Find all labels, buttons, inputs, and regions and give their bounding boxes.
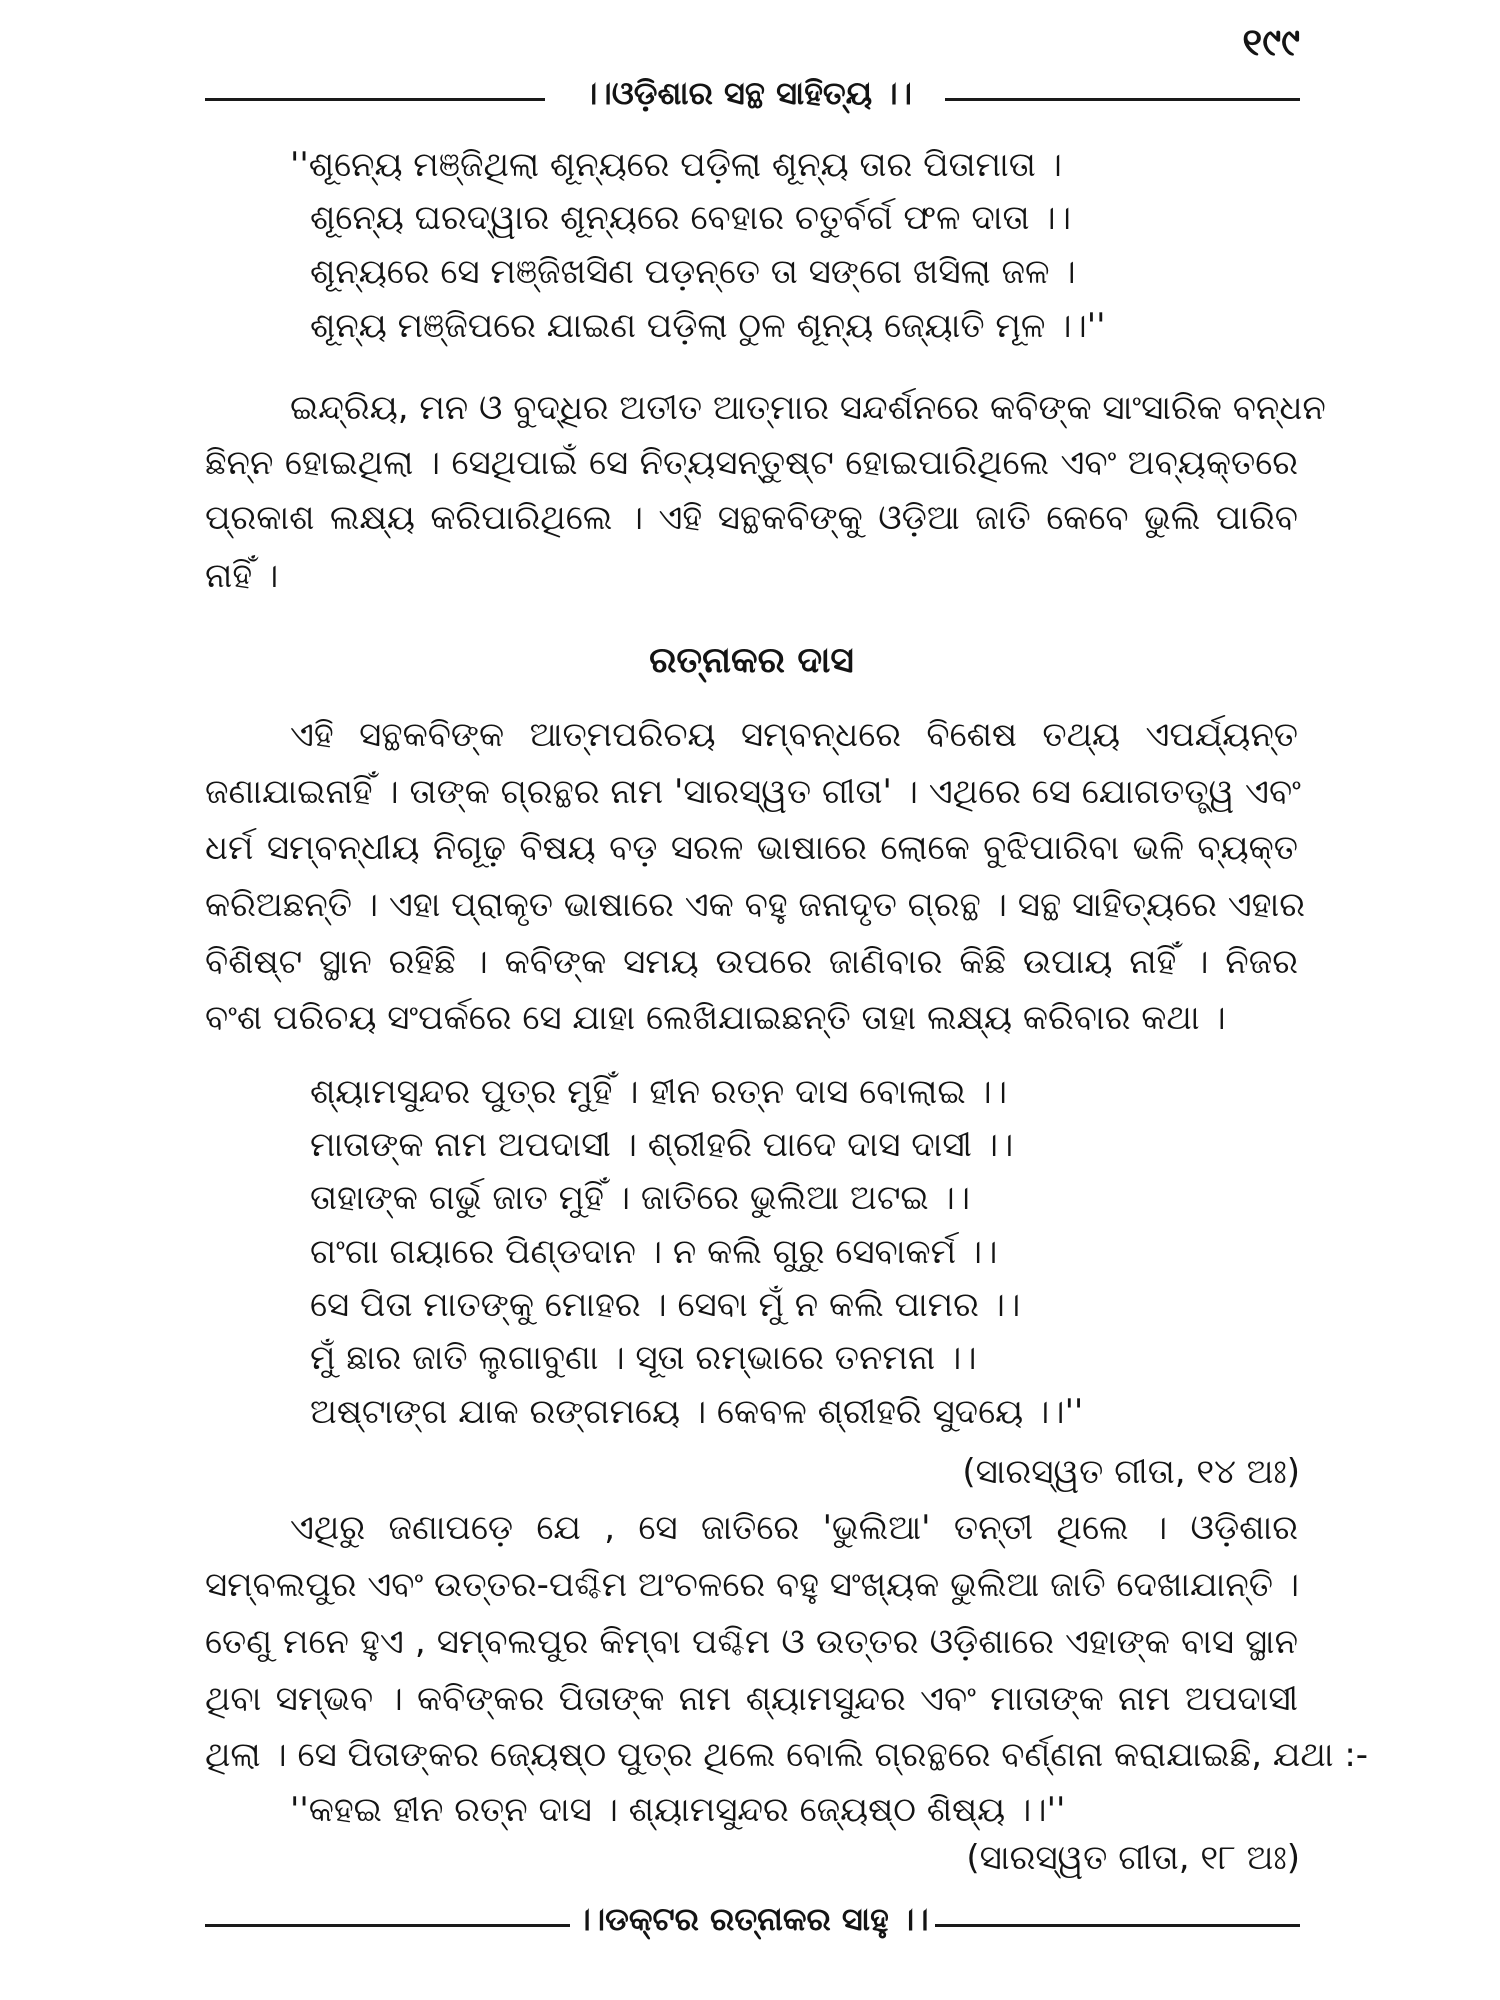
paragraph-line: ତେଣୁ ମନେ ହୁଏ , ସମ୍ବଲପୁର କିମ୍ବା ପଶ୍ଚିମ ଓ ଉତ୍ତର ଓଡ଼ିଶାରେ ଏହାଙ୍କ ବାସ ସ୍ଥାନ [205,1622,1298,1662]
verse-line: ଶ୍ୟାମସୁନ୍ଦର ପୁତ୍ର ମୁହିଁ । ହୀନ ରତ୍ନ ଦାସ ବୋଲାଇ ।। [310,1072,1008,1112]
verse-line: ଅଷ୍ଟାଙ୍ଗ ଯାକ ରଙ୍ଗମୟେ । କେବଳ ଶ୍ରୀହରି ସୁଦୟେ ।।'' [310,1392,1084,1432]
quote-line: ''କହଇ ହୀନ ରତ୍ନ ଦାସ । ଶ୍ୟାମସୁନ୍ଦର ଜ୍ୟେଷ୍ଠ ଶିଷ୍ୟ ।।'' [290,1790,1066,1830]
verse-line: ମାତାଙ୍କ ନାମ ଅପଦାସୀ । ଶ୍ରୀହରି ପାଦେ ଦାସ ଦାସୀ ।। [310,1125,1014,1165]
verse-line: ମୁଁ ଛାର ଜାତି ଲୁଗାବୁଣା । ସୂତା ରମ୍ଭାରେ ତନମନା ।। [310,1338,977,1378]
verse-line: ତାହାଙ୍କ ଗର୍ଭୁ ଜାତ ମୁହିଁ । ଜାତିରେ ଭୁଲିଆ ଅଟଇ ।। [310,1178,971,1218]
paragraph-line: ସମ୍ବଲପୁର ଏବଂ ଉତ୍ତର-ପଶ୍ଚିମ ଅଂଚଳରେ ବହୁ ସଂଖ୍ୟକ ଭୁଲିଆ ଜାତି ଦେଖାଯାନ୍ତି । [205,1565,1300,1605]
footer-rule-right [935,1924,1300,1927]
verse-line: ସେ ପିତା ମାତଙ୍କୁ ମୋହର । ସେବା ମୁଁ ନ କଲି ପାମର ।। [310,1285,1021,1325]
verse-line: ''ଶୂନ୍ୟେ ମଞ୍ଜିଥିଲା ଶୂନ୍ୟରେ ପଡ଼ିଲା ଶୂନ୍ୟ ତାର ପିତାମାତା । [290,145,1062,185]
paragraph-line: କରିଅଛନ୍ତି । ଏହା ପ୍ରାକୃତ ଭାଷାରେ ଏକ ବହୁ ଜନାଦୃତ ଗ୍ରନ୍ଥ । ସନ୍ଥ ସାହିତ୍ୟରେ ଏହାର [205,885,1305,925]
paragraph-line: ଧର୍ମ ସମ୍ବନ୍ଧୀୟ ନିଗୂଢ଼ ବିଷୟ ବଡ଼ ସରଳ ଭାଷାରେ ଲୋକେ ବୁଝିପାରିବା ଭଳି ବ୍ୟକ୍ତ [205,828,1298,868]
paragraph-line: ବିଶିଷ୍ଟ ସ୍ଥାନ ରହିଛି । କବିଙ୍କ ସମୟ ଉପରେ ଜାଣିବାର କିଛି ଉପାୟ ନାହିଁ । ନିଜର [205,942,1298,982]
paragraph-line: ଜଣାଯାଇନାହିଁ । ତାଙ୍କ ଗ୍ରନ୍ଥର ନାମ 'ସାରସ୍ୱତ ଗୀତା' । ଏଥିରେ ସେ ଯୋଗତତ୍ତ୍ୱ ଏବଂ [205,772,1301,812]
paragraph-line: ପ୍ରକାଶ ଲକ୍ଷ୍ୟ କରିପାରିଥିଲେ । ଏହି ସନ୍ଥକବିଙ୍କୁ ଓଡ଼ିଆ ଜାତି କେବେ ଭୁଲି ପାରିବ [205,498,1298,538]
paragraph-line: ଥିବା ସମ୍ଭବ । କବିଙ୍କର ପିତାଙ୍କ ନାମ ଶ୍ୟାମସୁନ୍ଦର ଏବଂ ମାତାଙ୍କ ନାମ ଅପଦାସୀ [205,1679,1298,1719]
paragraph-line: ଛିନ୍ନ ହୋଇଥିଲା । ସେଥିପାଇଁ ସେ ନିତ୍ୟସନ୍ତୁଷ୍ଟ ହୋଇପାରିଥିଲେ ଏବଂ ଅବ୍ୟକ୍ତରେ [205,443,1298,483]
page-footer [205,1900,1300,1950]
verse-line: ଶୂନ୍ୟ ମଞ୍ଜିପରେ ଯାଇଣ ପଡ଼ିଲା ଠୁଳ ଶୂନ୍ୟ ଜ୍ୟୋତି ମୂଳ ।।'' [310,306,1106,346]
header-rule-left [205,98,545,101]
verse-line: ଶୂନ୍ୟେ ଘରଦ୍ୱାର ଶୂନ୍ୟରେ ବେହାର ଚତୁର୍ବର୍ଗ ଫଳ ଦାତା ।। [310,198,1071,238]
page-number: ୧୯୯ [1242,20,1300,64]
footer-author: ।।ଡକ୍ଟର ରତ୍ନାକର ସାହୁ ।। [576,1900,929,1938]
citation-2: (ସାରସ୍ୱତ ଗୀତା, ୧୮ ଅଃ) [966,1838,1300,1878]
verse-line: ଶୂନ୍ୟରେ ସେ ମଞ୍ଜିଖସିଣ ପଡ଼ନ୍ତେ ତା ସଙ୍ଗେ ଖସିଲା ଜଳ । [310,252,1076,292]
paragraph-line: ଏଥିରୁ ଜଣାପଡ଼େ ଯେ , ସେ ଜାତିରେ 'ଭୁଲିଆ' ତନ୍ତୀ ଥିଲେ । ଓଡ଼ିଶାର [290,1508,1298,1548]
paragraph-line: ନାହିଁ । [205,556,279,596]
paragraph-line: ଥିଲା । ସେ ପିତାଙ୍କର ଜ୍ୟେଷ୍ଠ ପୁତ୍ର ଥିଲେ ବୋଲି ଗ୍ରନ୍ଥରେ ବର୍ଣ୍ଣନା କରାଯାଇଛି, ଯଥା :- [205,1735,1369,1775]
paragraph-line: ଇନ୍ଦ୍ରିୟ, ମନ ଓ ବୁଦ୍ଧିର ଅତୀତ ଆତ୍ମାର ସନ୍ଦର୍ଶନରେ କବିଙ୍କ ସାଂସାରିକ ବନ୍ଧନ [290,388,1326,428]
section-heading: ରତ୍ନାକର ଦାସ [649,640,854,681]
running-title: ।।ଓଡ଼ିଶାର ସନ୍ଥ ସାହିତ୍ୟ ।। [582,74,913,112]
footer-rule-left [205,1924,570,1927]
paragraph-line: ଏହି ସନ୍ଥକବିଙ୍କ ଆତ୍ମପରିଚୟ ସମ୍ବନ୍ଧରେ ବିଶେଷ ତଥ୍ୟ ଏପର୍ଯ୍ୟନ୍ତ [290,715,1298,755]
header-rule-right [945,98,1300,101]
verse-line: ଗଂଗା ଗୟାରେ ପିଣ୍ଡଦାନ । ନ କଲି ଗୁରୁ ସେବାକର୍ମ ।। [310,1232,998,1272]
page-header [205,72,1300,122]
paragraph-line: ବଂଶ ପରିଚୟ ସଂପର୍କରେ ସେ ଯାହା ଲେଖିଯାଇଛନ୍ତି ତାହା ଲକ୍ଷ୍ୟ କରିବାର କଥା । [205,998,1226,1038]
citation-1: (ସାରସ୍ୱତ ଗୀତା, ୧୪ ଅଃ) [962,1452,1300,1492]
